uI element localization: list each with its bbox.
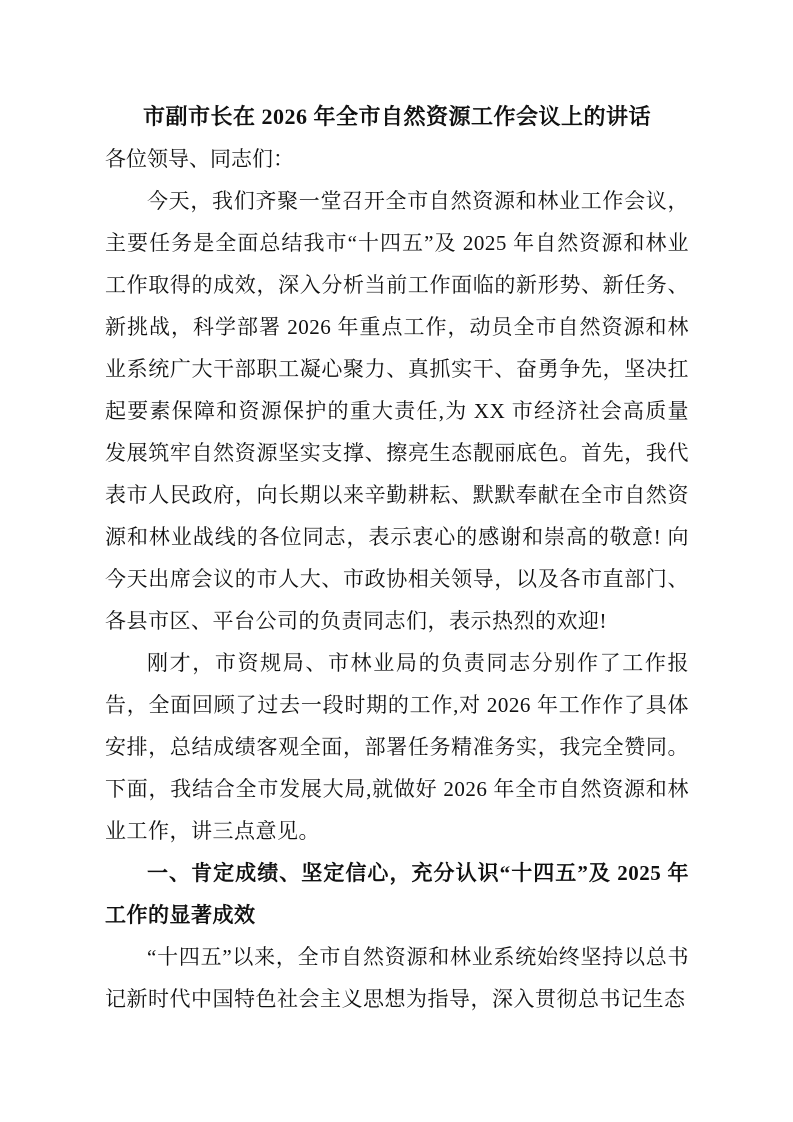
document-title: 市副市长在 2026 年全市自然资源工作会议上的讲话: [142, 104, 651, 129]
salutation-line: 各位领导、同志们：: [105, 147, 294, 171]
paragraph-transition: 刚才，市资规局、市林业局的负责同志分别作了工作报告，全面回顾了过去一段时期的工作,对 2026 年工作作了具体安排，总结成绩客观全面，部署任务精准务实，我完全赞同。下面，我结合全市发展大局,就做好 2026 年全市自然资源和林业工作，讲三点意见。: [105, 651, 689, 843]
paragraph-section-body: “十四五”以来，全市自然资源和林业系统始终坚持以总书记新时代中国特色社会主义思想为指导，深入贯彻总书记生态: [105, 945, 689, 1011]
section-heading-one: 一、肯定成绩、坚定信心，充分认识“十四五”及 2025 年工作的显著成效: [105, 861, 689, 927]
paragraph-opening: 今天，我们齐聚一堂召开全市自然资源和林业工作会议，主要任务是全面总结我市“十四五”及 2025 年自然资源和林业工作取得的成效，深入分析当前工作面临的新形势、新任务、新挑战，科学部署 2026 年重点工作，动员全市自然资源和林业系统广大干部职工凝心聚力、真抓实干、奋勇争先，坚决扛起要素保障和资源保护的重大责任,为 XX 市经济社会高质量发展筑牢自然资源坚实支撑、擦亮生态靓丽底色。首先，我代表市人民政府，向长期以来辛勤耕耘、默默奉献在全市自然资源和林业战线的各位同志，表示衷心的感谢和崇高的敬意! 向今天出席会议的市人大、市政协相关领导，以及各市直部门、各县市区、平台公司的负责同志们，表示热烈的欢迎!: [105, 189, 689, 633]
